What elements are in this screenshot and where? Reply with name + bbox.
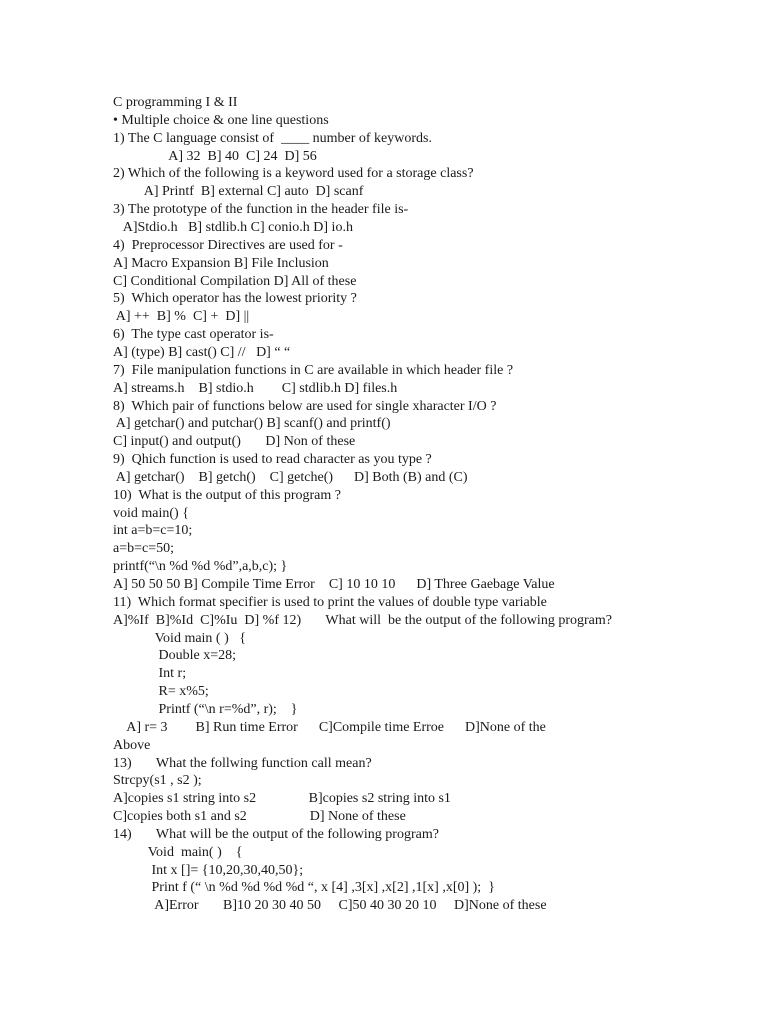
text-line: 1) The C language consist of ____ number of keywords. (113, 130, 432, 146)
text-line: 4) Preprocessor Directives are used for - (113, 237, 343, 253)
text-line: Above (113, 737, 151, 753)
text-line: A]copies s1 string into s2 B]copies s2 string into s1 (113, 791, 451, 807)
text-line: A] Printf B] external C] auto D] scanf (113, 184, 364, 200)
text-line: int a=b=c=10; (113, 523, 193, 539)
text-line: C]copies both s1 and s2 D] None of these (113, 809, 406, 824)
text-line: A] ++ B] % C] + D] || (113, 309, 250, 325)
document-title: C programming I & II (113, 95, 238, 110)
text-line: A] r= 3 B] Run time Error C]Compile time Erroe D]None of the (113, 719, 546, 735)
text-line: void main() { (113, 505, 189, 521)
text-line: 14) What will be the output of the following program? (113, 826, 439, 842)
text-line: Void main ( ) { (113, 630, 246, 646)
text-line: Printf (“\n r=%d”, r); } (113, 701, 298, 717)
text-line: 13) What the follwing function call mean? (113, 755, 372, 771)
text-line: 2) Which of the following is a keyword used for a storage class? (113, 166, 474, 182)
text-line: Int r; (113, 666, 187, 682)
text-line: A]%If B]%Id C]%Iu D] %f 12) What will be the output of the following program? (113, 612, 612, 628)
text-line: A] Macro Expansion B] File Inclusion (113, 255, 329, 271)
text-line: Double x=28; (113, 648, 236, 664)
text-line: A]Stdio.h B] stdlib.h C] conio.h D] io.h (113, 220, 353, 235)
text-line: A] getchar() and putchar() B] scanf() and printf() (113, 416, 391, 432)
text-line: C] input() and output() D] Non of these (113, 434, 356, 450)
text-line: 5) Which operator has the lowest priority ? (113, 291, 357, 307)
text-line: A] 32 B] 40 C] 24 D] 56 (113, 148, 317, 164)
text-line: 9) Qhich function is used to read character as you type ? (113, 452, 432, 467)
text-line: R= x%5; (113, 684, 209, 700)
text-line: A] streams.h B] stdio.h C] stdlib.h D] files.h (113, 380, 398, 396)
text-line: 7) File manipulation functions in C are available in which header file ? (113, 362, 514, 378)
text-line: a=b=c=50; (113, 541, 175, 557)
text-line: A] getchar() B] getch() C] getche() D] Both (B) and (C) (113, 469, 468, 485)
text-line: • Multiple choice & one line questions (113, 112, 329, 128)
text-line: 3) The prototype of the function in the header file is- (113, 202, 409, 218)
text-line: A] (type) B] cast() C] // D] “ “ (113, 344, 291, 360)
text-line: printf(“\n %d %d %d”,a,b,c); } (113, 559, 288, 575)
text-line: C] Conditional Compilation D] All of these (113, 273, 357, 289)
text-line: 6) The type cast operator is- (113, 327, 274, 343)
text-line: 10) What is the output of this program ? (113, 487, 341, 503)
text-line: Void main( ) { (113, 844, 243, 860)
text-line: Print f (“ \n %d %d %d %d “, x [4] ,3[x] ,x[2] ,1[x] ,x[0] ); } (113, 880, 495, 896)
text-line: 11) Which format specifier is used to print the values of double type variable (113, 594, 547, 610)
text-line: 8) Which pair of functions below are used for single xharacter I/O ? (113, 398, 497, 414)
text-line: A] 50 50 50 B] Compile Time Error C] 10 10 10 D] Three Gaebage Value (113, 577, 555, 592)
text-line: Strcpy(s1 , s2 ); (113, 773, 202, 789)
text-line: Int x []= {10,20,30,40,50}; (113, 862, 304, 878)
text-line: A]Error B]10 20 30 40 50 C]50 40 30 20 10 D]None of these (113, 898, 547, 914)
